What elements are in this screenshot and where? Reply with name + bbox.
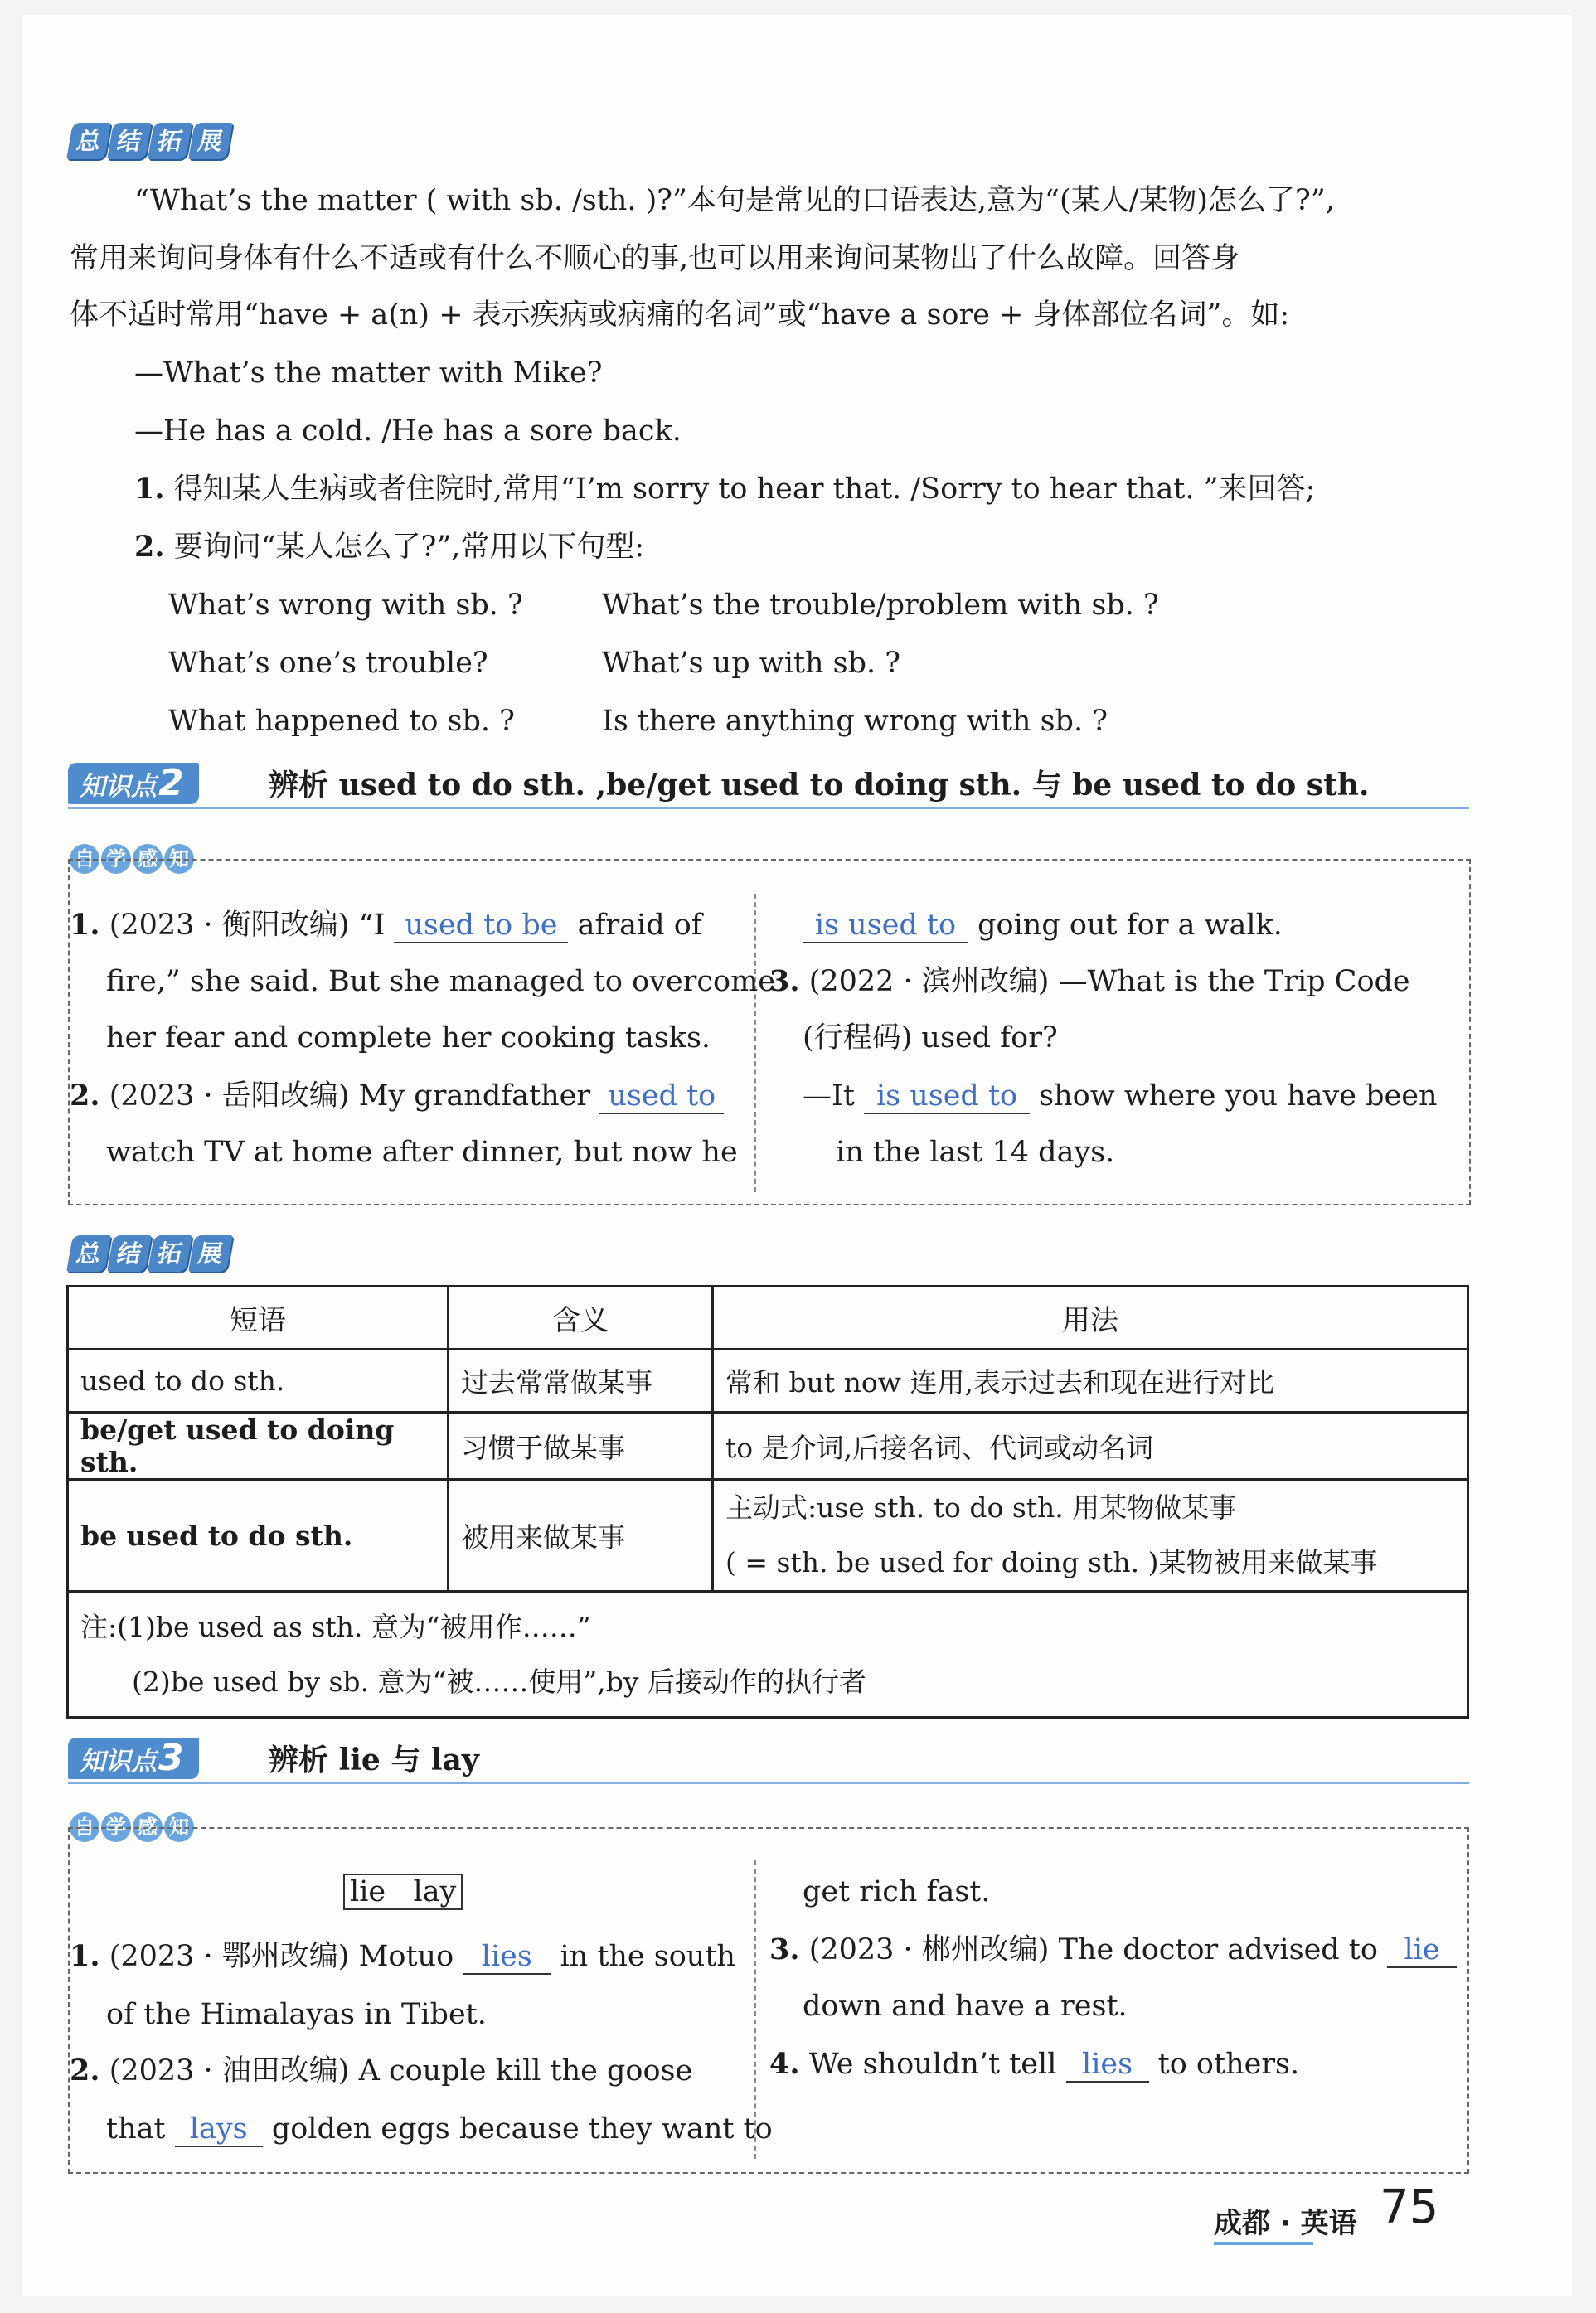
label-char: 感 (133, 1812, 163, 1842)
pattern-item: What’s up with sb. ? (602, 647, 900, 680)
question-text: (2023 · 岳阳改编) My grandfather (109, 1079, 591, 1113)
word-option: lay (413, 1875, 457, 1908)
question-2-line-2: watch TV at home after dinner, but now he (106, 1136, 738, 1169)
answer-blank[interactable]: lies (463, 1940, 551, 1975)
question-text: afraid of (577, 909, 702, 942)
question-number: 4. (769, 2047, 800, 2081)
cell-meaning: 被用来做某事 (449, 1480, 713, 1592)
question-3-line-2: down and have a rest. (803, 1990, 1128, 2023)
question-2-line-2 (106, 2109, 773, 2149)
cell-meaning: 习惯于做某事 (449, 1413, 713, 1480)
question-number: 2. (70, 1079, 100, 1113)
label-char: 总 (66, 123, 111, 159)
header-phrase: 短语 (68, 1287, 449, 1350)
pattern-item: What’s the trouble/problem with sb. ? (602, 589, 1159, 622)
question-2-continued (803, 905, 1283, 945)
summary-note-1 (134, 469, 1315, 509)
question-text: that (106, 2112, 166, 2146)
answer-blank[interactable]: used to be (394, 909, 568, 943)
section-underline (68, 1782, 1469, 1784)
label-char: 自 (70, 1812, 99, 1842)
question-1 (70, 1937, 735, 1976)
answer-blank[interactable]: lies (1066, 2048, 1149, 2083)
label-char: 结 (107, 123, 152, 159)
question-text: —It (803, 1079, 855, 1113)
knowledge-point-title: 辨析 used to do sth. ,be/get used to doing sth. 与 be used to do sth. (269, 768, 1370, 803)
note-line: (2)be used by sb. 意为“被……使用”,by 后接动作的执行者 (132, 1665, 867, 1698)
example-answer: —He has a cold. /He has a sore back. (134, 415, 682, 448)
label-char: 拓 (148, 1235, 192, 1272)
knowledge-point-badge (68, 763, 199, 804)
question-number: 3. (769, 964, 800, 998)
answer-blank[interactable]: lie (1387, 1933, 1457, 1968)
page-number: 75 (1380, 2180, 1439, 2234)
label-char: 学 (101, 1812, 131, 1842)
footer-underline (1214, 2242, 1313, 2245)
question-text: (2023 · 郴州改编) The doctor advised to (808, 1933, 1378, 1966)
question-text: (2023 · 油田改编) A couple kill the goose (109, 2054, 693, 2088)
cell-phrase: used to do sth. (68, 1350, 449, 1413)
note-text: 要询问“某人怎么了?”,常用以下句型: (173, 531, 645, 564)
note-text: 得知某人生病或者住院时,常用“I’m sorry to hear that. /Sorry to hear that. ”来回答; (173, 473, 1316, 506)
answer-blank[interactable]: used to (599, 1079, 724, 1114)
label-char: 感 (133, 844, 163, 874)
word-option: lie (350, 1875, 386, 1908)
question-text: in the south (560, 1940, 735, 1973)
cell-usage: to 是介词,后接名词、代词或动名词 (713, 1413, 1468, 1480)
badge-text: 知识点 (80, 772, 157, 802)
header-usage: 用法 (713, 1287, 1468, 1350)
table-row (68, 1413, 1468, 1480)
note-number: 1. (134, 472, 165, 506)
badge-text: 知识点 (80, 1747, 157, 1777)
question-number: 3. (769, 1932, 800, 1966)
label-char: 结 (107, 1235, 152, 1272)
label-char: 展 (188, 123, 233, 159)
pattern-item: What’s wrong with sb. ? (168, 589, 523, 622)
cell-usage: 常和 but now 连用,表示过去和现在进行对比 (713, 1350, 1468, 1413)
pattern-item: What happened to sb. ? (168, 705, 515, 738)
usage-table (66, 1285, 1469, 1719)
question-number: 1. (70, 908, 100, 942)
question-3-line-2: (行程码) used for? (803, 1021, 1058, 1055)
question-2-line-3: get rich fast. (803, 1875, 991, 1908)
header-meaning: 含义 (449, 1287, 713, 1350)
question-3 (769, 962, 1410, 1001)
usage-line: ( = sth. be used for doing sth. )某物被用来做某事 (725, 1546, 1378, 1578)
label-char: 总 (66, 1235, 111, 1272)
cell-usage (713, 1480, 1468, 1592)
table-note-row (68, 1592, 1468, 1718)
question-1-line-2: of the Himalayas in Tibet. (106, 1998, 487, 2031)
table-note (68, 1592, 1468, 1718)
badge-number: 3 (158, 1737, 184, 1779)
question-number: 1. (70, 1939, 100, 1973)
question-text: golden eggs because they want to (271, 2112, 773, 2146)
summary-paragraph-line-3: 体不适时常用“have + a(n) + 表示疾病或病痛的名词”或“have a sore + 身体部位名词”。如: (70, 298, 1290, 332)
summary-paragraph-line-1: “What’s the matter ( with sb. /sth. )?”本句是常见的口语表达,意为“(某人/某物)怎么了?”, (134, 184, 1335, 217)
question-1-line-3: her fear and complete her cooking tasks. (106, 1021, 711, 1055)
summary-note-2 (134, 527, 644, 567)
pattern-item: What’s one’s trouble? (168, 647, 488, 680)
example-question: —What’s the matter with Mike? (134, 356, 603, 390)
question-2 (70, 2051, 692, 2091)
word-options (343, 1874, 463, 1910)
label-char: 知 (164, 1812, 194, 1842)
question-text: (2023 · 鄂州改编) Motuo (109, 1940, 454, 1973)
label-char: 拓 (148, 123, 192, 159)
question-4 (769, 2044, 1299, 2084)
word-box (343, 1872, 463, 1912)
badge-number: 2 (158, 762, 184, 804)
answer-blank[interactable]: is used to (803, 909, 968, 943)
question-text: to others. (1157, 2048, 1300, 2081)
question-text: (2022 · 滨州改编) —What is the Trip Code (808, 965, 1410, 998)
summary-paragraph-line-2: 常用来询问身体有什么不适或有什么不顺心的事,也可以用来询问某物出了什么故障。回答身 (70, 242, 1240, 275)
question-3 (769, 1930, 1457, 1970)
label-char: 知 (164, 844, 194, 874)
note-number: 2. (134, 530, 165, 564)
question-text: show where you have been (1039, 1079, 1438, 1113)
answer-blank[interactable]: is used to (864, 1079, 1030, 1114)
table-row (68, 1480, 1468, 1592)
pattern-item: Is there anything wrong with sb. ? (602, 705, 1108, 738)
summary-extension-label (70, 123, 230, 159)
question-3-line-3 (803, 1076, 1438, 1116)
note-line: 注:(1)be used as sth. 意为“被用作……” (80, 1610, 591, 1643)
cell-phrase: be used to do sth. (68, 1480, 449, 1592)
question-1 (70, 905, 702, 945)
cell-phrase: be/get used to doing sth. (68, 1413, 449, 1480)
section-underline (68, 807, 1469, 809)
answer-blank[interactable]: lays (175, 2112, 263, 2147)
question-text: (2023 · 衡阳改编) “I (109, 909, 386, 942)
column-divider (754, 894, 756, 1192)
summary-extension-label (70, 1235, 230, 1272)
table-header-row (68, 1287, 1468, 1350)
question-number: 2. (70, 2054, 100, 2088)
cell-meaning: 过去常常做某事 (449, 1350, 713, 1413)
knowledge-point-badge (68, 1738, 199, 1779)
footer-brand: 成都 · 英语 (1214, 2207, 1357, 2240)
label-char: 学 (101, 844, 131, 874)
label-char: 自 (70, 844, 99, 874)
knowledge-point-title: 辨析 lie 与 lay (269, 1743, 479, 1777)
question-1-line-2: fire,” she said. But she managed to overcome (106, 965, 775, 998)
page (23, 15, 1572, 2296)
table-row (68, 1350, 1468, 1413)
question-text: going out for a walk. (977, 909, 1283, 942)
question-text: We shouldn’t tell (808, 2048, 1057, 2081)
question-3-line-4: in the last 14 days. (836, 1136, 1115, 1169)
usage-line: 主动式:use sth. to do sth. 用某物做某事 (725, 1491, 1237, 1524)
question-2 (70, 1076, 724, 1116)
label-char: 展 (188, 1235, 233, 1272)
